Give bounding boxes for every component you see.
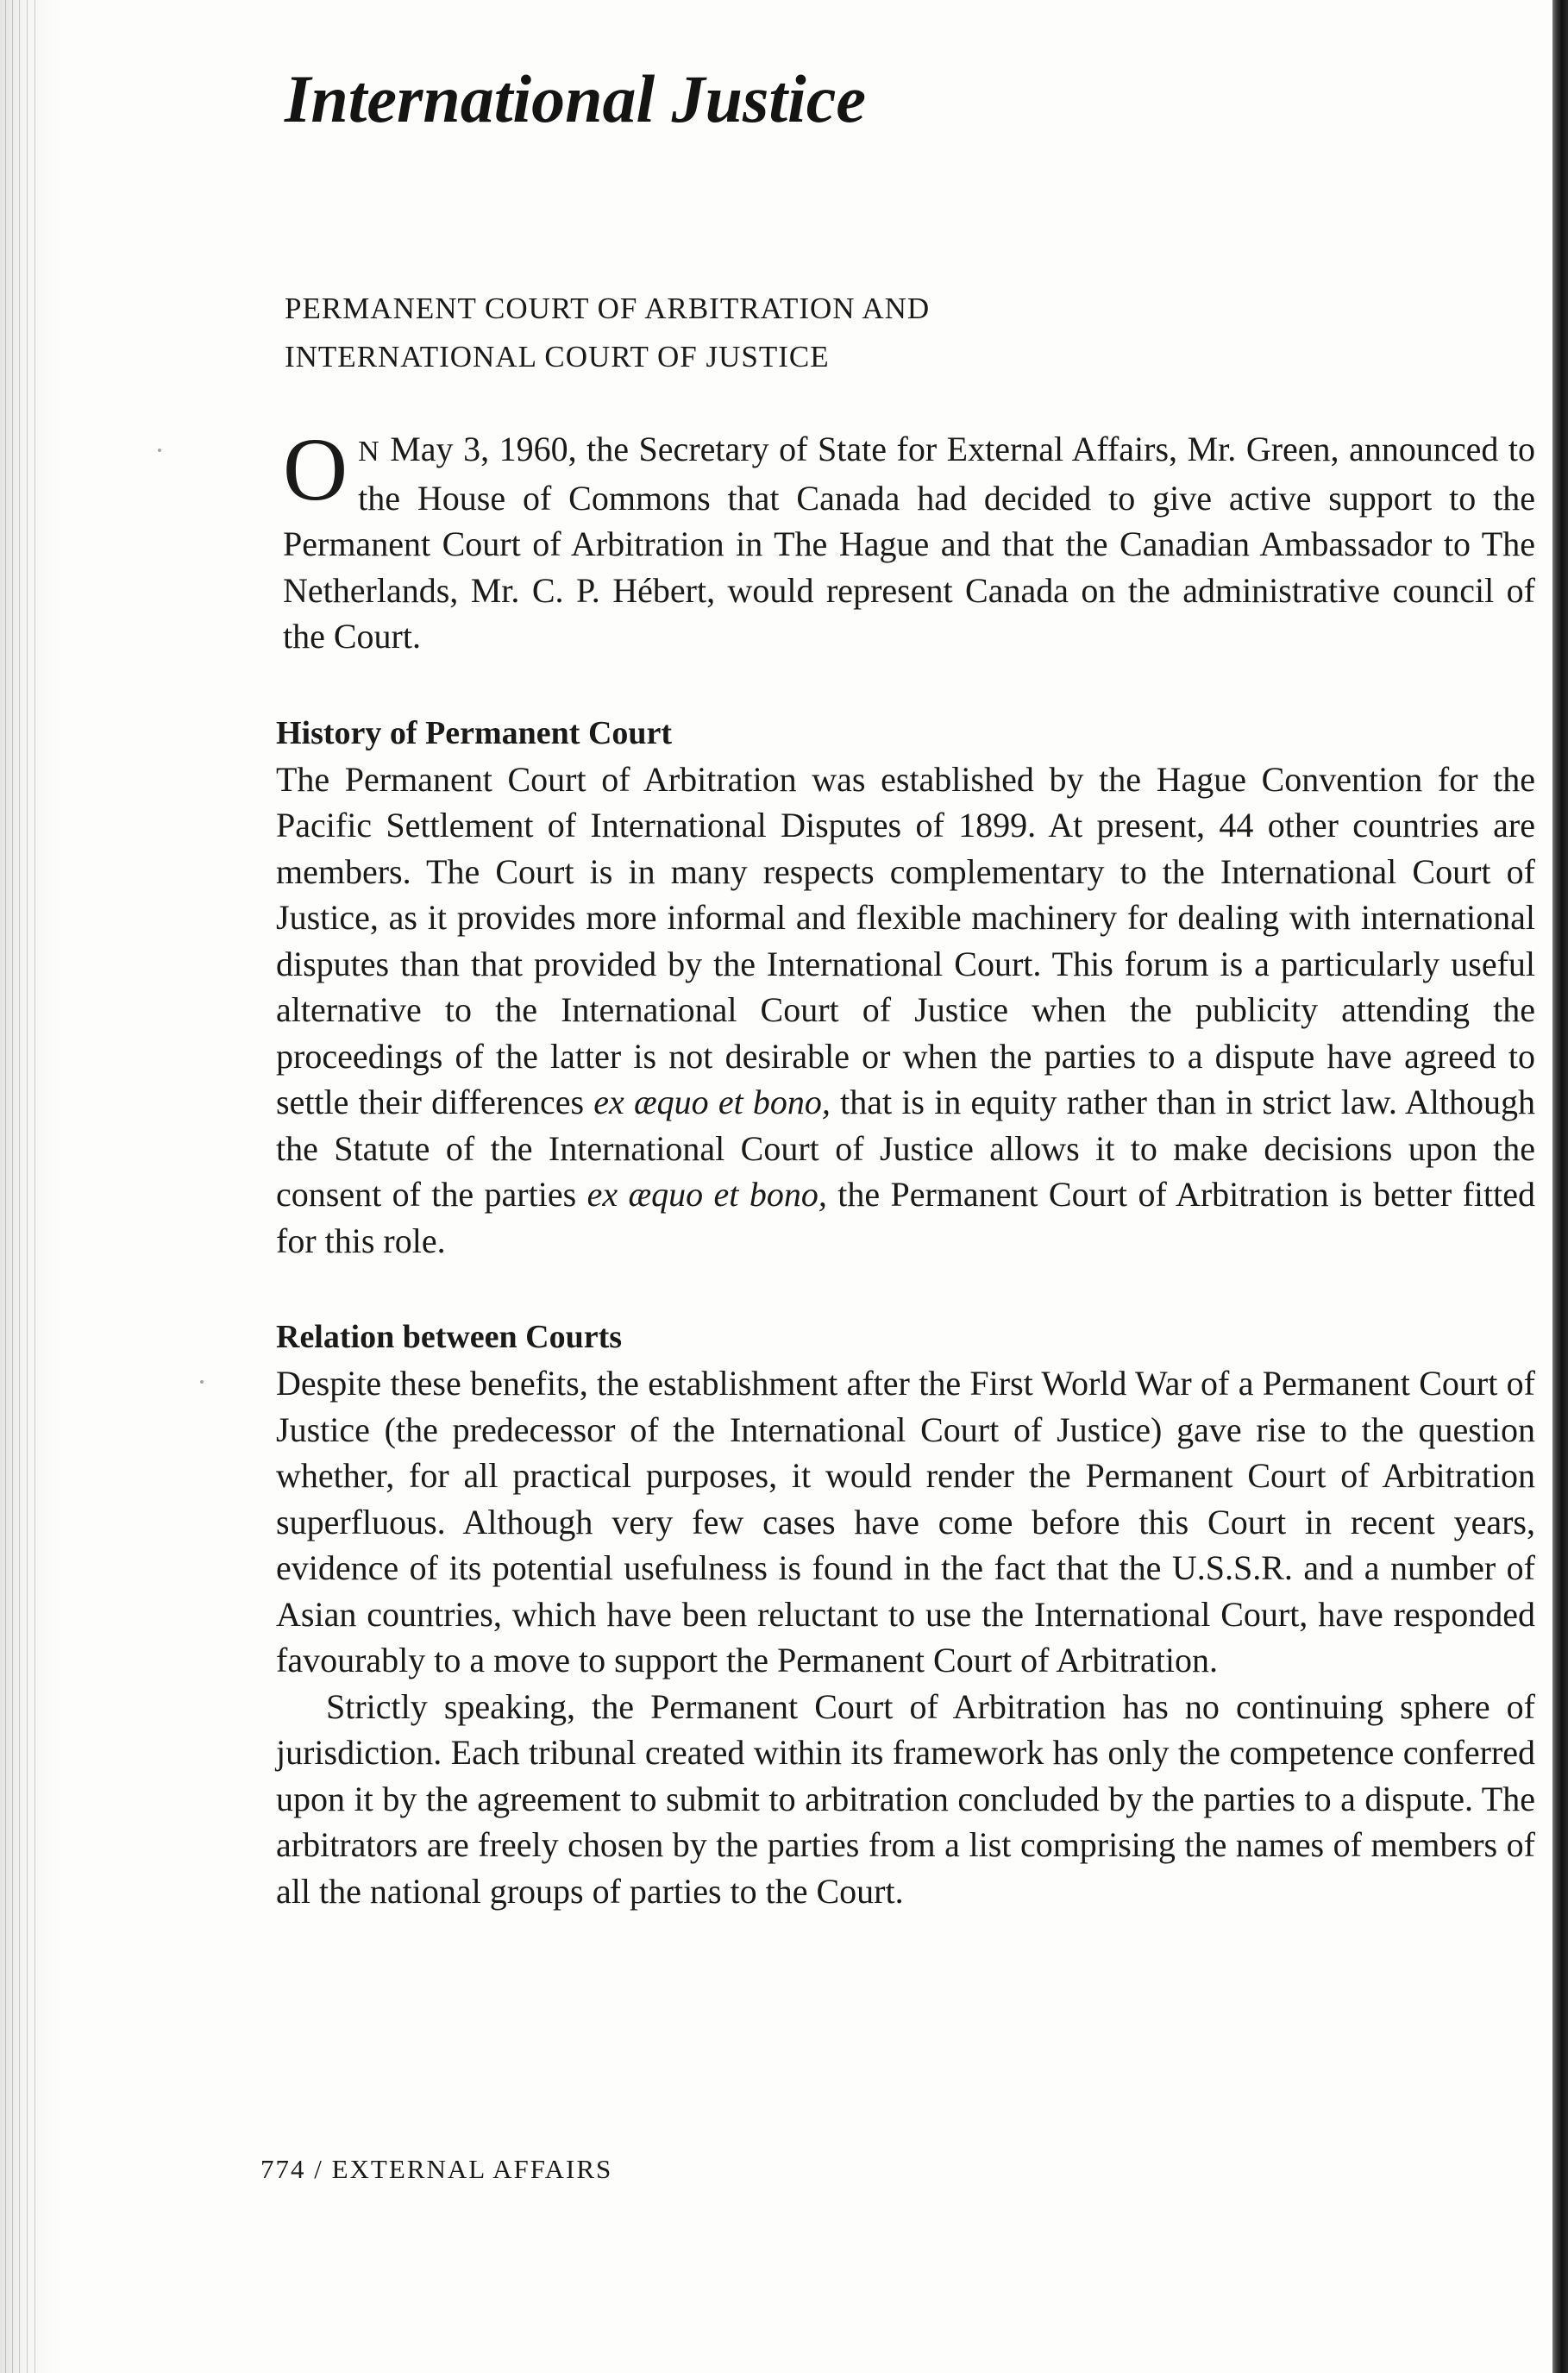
page-title: International Justice: [285, 61, 866, 136]
drop-cap-rest: N: [358, 436, 380, 468]
relation-paragraph-1: Despite these benefits, the establishment after the First World War of a Permanent Court of Justice (the predecessor of the International Court of Justice) gave rise to the question whether, for all practical purposes, it would render the Permanent Court of Arbitration superfluous. Although very few cases have come before this Court in recent years, evidence of its potential usefulness is found in the fact that the U.S.S.R. and a number of Asian countries, which have been reluctant to use the International Court, have responded favourably to a move to support the Permanent Court of Arbitration.: [276, 1364, 1535, 1679]
history-text-1: The Permanent Court of Arbitration was established by the Hague Convention for the Pacific Settlement of International Disputes of 1899. At present, 44 other countries are members. The Court is in many respects complementary to the International Court of Justice, as it provides more informal and flexible machinery for dealing with international disputes than that provided by the International Court. This forum is a particularly useful alternative to the International Court of Justice when the publicity attending the proceedings of the latter is not desirable or when the parties to a dispute have agreed to settle their differences: [276, 759, 1535, 1121]
latin-phrase: ex æquo et bono,: [586, 1175, 827, 1214]
article: [276, 52, 1535, 1914]
intro-text: May 3, 1960, the Secretary of State for External Affairs, Mr. Green, announced to the House of Commons that Canada had decided to give active support to the Permanent Court of Arbitration in The Hague and that the Canadian Ambassador to The Netherlands, Mr. C. P. Hébert, would represent Canada on the administrative council of the Court.: [283, 430, 1535, 656]
scan-speck: [200, 1380, 204, 1384]
scan-edge: [1552, 0, 1568, 2373]
page-footer: 774 / EXTERNAL AFFAIRS: [260, 2154, 613, 2184]
section-heading-history: History of Permanent Court: [276, 714, 673, 751]
history-text-2: that is in equity rather than in strict law. Although the Statute of the International Court of Justice allows it to make decisions upon the consent of the parties: [276, 1083, 1535, 1214]
binding-shadow: [0, 0, 60, 2373]
scan-speck: [158, 449, 161, 452]
history-paragraph: [276, 756, 1535, 1265]
relation-paragraph-2: Strictly speaking, the Permanent Court of Arbitration has no continuing sphere of jurisdiction. Each tribunal created within its framework has only the competence conferred upon it by the agreement to submit to arbitration concluded by the parties to a dispute. The arbitrators are freely chosen by the parties from a list comprising the names of members of all the national groups of parties to the Court.: [276, 1686, 1535, 1911]
subheading-line-2: INTERNATIONAL COURT OF JUSTICE: [285, 340, 830, 374]
article-subheading: [276, 285, 1535, 381]
latin-phrase: ex æquo et bono,: [593, 1083, 831, 1121]
section-heading-relation: Relation between Courts: [276, 1319, 623, 1355]
drop-cap: O: [283, 420, 348, 519]
intro-paragraph: [276, 420, 1535, 660]
history-text-3: the Permanent Court of Arbitration is better fitted for this role.: [276, 1175, 1536, 1260]
subheading-line-1: PERMANENT COURT OF ARBITRATION AND: [285, 292, 931, 325]
